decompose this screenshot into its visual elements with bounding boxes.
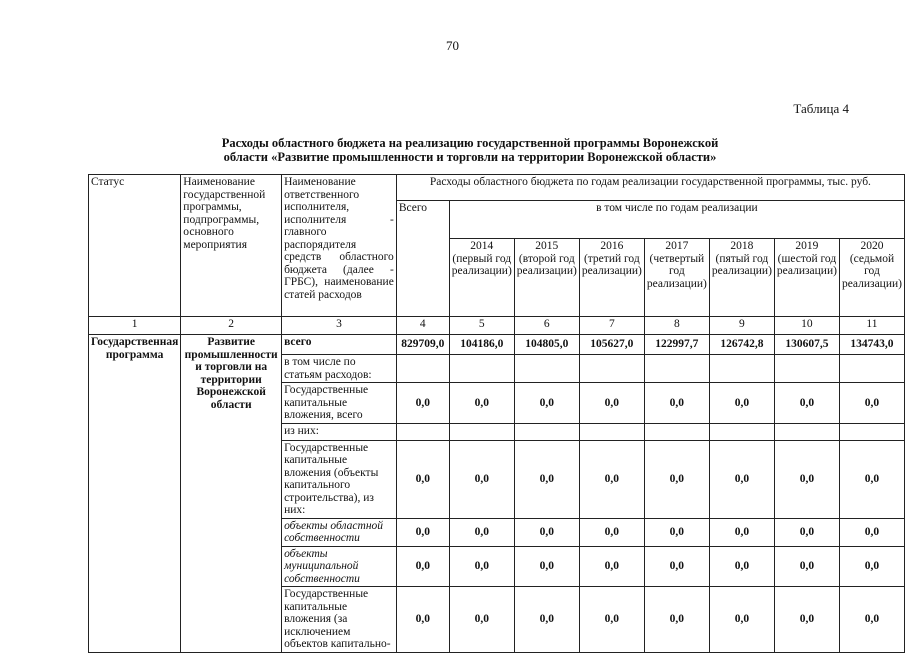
column-number-row: [89, 317, 905, 335]
value-cell: 0,0: [396, 546, 449, 587]
value-cell: 0,0: [449, 546, 514, 587]
value-cell: 0,0: [709, 546, 774, 587]
value-cell: [644, 355, 709, 383]
column-number: 5: [449, 317, 514, 335]
column-number: 4: [396, 317, 449, 335]
value-cell: [839, 355, 904, 383]
title-line-1: Расходы областного бюджета на реализацию государственной программы Воронежской: [221, 136, 719, 150]
value-cell: 0,0: [644, 383, 709, 424]
value-cell: [449, 355, 514, 383]
row-label: из них:: [282, 423, 397, 440]
row-label: Государственные капитальные вложения, всего: [282, 383, 397, 424]
column-number: 1: [89, 317, 181, 335]
value-cell: [709, 355, 774, 383]
value-cell: 0,0: [449, 518, 514, 546]
header-program-name: Наименование государственной программы, подпрограммы, основного мероприятия: [181, 175, 282, 317]
column-number: 7: [579, 317, 644, 335]
value-cell: 0,0: [396, 587, 449, 653]
value-cell: 0,0: [579, 518, 644, 546]
row-label: Государственные капитальные вложения (за исключением объектов капитально-: [282, 587, 397, 653]
header-year: 2014 (первый год реализации): [449, 239, 514, 317]
value-cell: 0,0: [514, 383, 579, 424]
value-cell: [774, 355, 839, 383]
value-cell: 122997,7: [644, 335, 709, 355]
value-cell: 0,0: [644, 440, 709, 518]
value-cell: 0,0: [839, 587, 904, 653]
value-cell: [579, 423, 644, 440]
header-expenses: Расходы областного бюджета по годам реализации государственной программы, тыс. руб.: [396, 175, 904, 201]
value-cell: 126742,8: [709, 335, 774, 355]
value-cell: [449, 423, 514, 440]
value-cell: 0,0: [644, 587, 709, 653]
status-cell: Государственная программа: [89, 335, 181, 653]
value-cell: 0,0: [709, 518, 774, 546]
value-cell: [396, 355, 449, 383]
header-executor: Наименование ответственного исполнителя, исполнителя - главного распорядителя средств областного бюджета (далее - ГРБС), наименование статей расходов: [282, 175, 397, 317]
value-cell: 0,0: [514, 518, 579, 546]
value-cell: 0,0: [774, 546, 839, 587]
value-cell: 0,0: [839, 518, 904, 546]
value-cell: 0,0: [579, 440, 644, 518]
row-label: объекты муниципальной собственности: [282, 546, 397, 587]
value-cell: 0,0: [449, 587, 514, 653]
page-number: 70: [446, 38, 459, 53]
header-status: Статус: [89, 175, 181, 317]
row-label: в том числе по статьям расходов:: [282, 355, 397, 383]
value-cell: 104186,0: [449, 335, 514, 355]
table-row: [89, 335, 905, 355]
column-number: 10: [774, 317, 839, 335]
header-row-1: [89, 175, 905, 201]
header-year: 2016 (третий год реализации): [579, 239, 644, 317]
header-year: 2018 (пятый год реализации): [709, 239, 774, 317]
header-year: 2015 (второй год реализации): [514, 239, 579, 317]
value-cell: 0,0: [514, 546, 579, 587]
title-line-2: области «Развитие промышленности и торговли на территории Воронежской области»: [223, 150, 717, 164]
header-by-years: в том числе по годам реализации: [449, 201, 904, 239]
value-cell: 0,0: [774, 518, 839, 546]
column-number: 3: [282, 317, 397, 335]
table-title: [140, 136, 800, 164]
value-cell: 0,0: [514, 587, 579, 653]
header-year: 2017 (четвертый год реализации): [644, 239, 709, 317]
budget-table: [88, 174, 905, 653]
value-cell: 829709,0: [396, 335, 449, 355]
value-cell: 0,0: [839, 383, 904, 424]
value-cell: [774, 423, 839, 440]
column-number: 2: [181, 317, 282, 335]
row-label: всего: [282, 335, 397, 355]
table-label: Таблица 4: [793, 101, 849, 116]
value-cell: 0,0: [396, 440, 449, 518]
value-cell: 0,0: [839, 546, 904, 587]
value-cell: 104805,0: [514, 335, 579, 355]
value-cell: 0,0: [396, 383, 449, 424]
value-cell: [839, 423, 904, 440]
column-number: 11: [839, 317, 904, 335]
value-cell: [514, 355, 579, 383]
value-cell: 0,0: [774, 587, 839, 653]
program-cell: Развитие промышленности и торговли на территории Воронежской области: [181, 335, 282, 653]
value-cell: 0,0: [709, 383, 774, 424]
column-number: 8: [644, 317, 709, 335]
value-cell: 0,0: [449, 383, 514, 424]
value-cell: [709, 423, 774, 440]
value-cell: 0,0: [579, 587, 644, 653]
row-label: объекты областной собственности: [282, 518, 397, 546]
value-cell: 0,0: [774, 440, 839, 518]
value-cell: 0,0: [644, 518, 709, 546]
value-cell: 0,0: [644, 546, 709, 587]
column-number: 9: [709, 317, 774, 335]
row-label: Государственные капитальные вложения (объекты капитального строительства), из них:: [282, 440, 397, 518]
value-cell: [514, 423, 579, 440]
value-cell: 0,0: [449, 440, 514, 518]
value-cell: 0,0: [709, 587, 774, 653]
value-cell: 0,0: [709, 440, 774, 518]
header-total: Всего: [396, 201, 449, 317]
value-cell: 0,0: [396, 518, 449, 546]
column-number: 6: [514, 317, 579, 335]
header-year: 2019 (шестой год реализации): [774, 239, 839, 317]
value-cell: 130607,5: [774, 335, 839, 355]
value-cell: 0,0: [579, 383, 644, 424]
value-cell: [579, 355, 644, 383]
value-cell: 0,0: [579, 546, 644, 587]
header-year: 2020 (седьмой год реализации): [839, 239, 904, 317]
value-cell: 0,0: [774, 383, 839, 424]
value-cell: [644, 423, 709, 440]
value-cell: 0,0: [514, 440, 579, 518]
value-cell: 105627,0: [579, 335, 644, 355]
value-cell: [396, 423, 449, 440]
value-cell: 134743,0: [839, 335, 904, 355]
value-cell: 0,0: [839, 440, 904, 518]
